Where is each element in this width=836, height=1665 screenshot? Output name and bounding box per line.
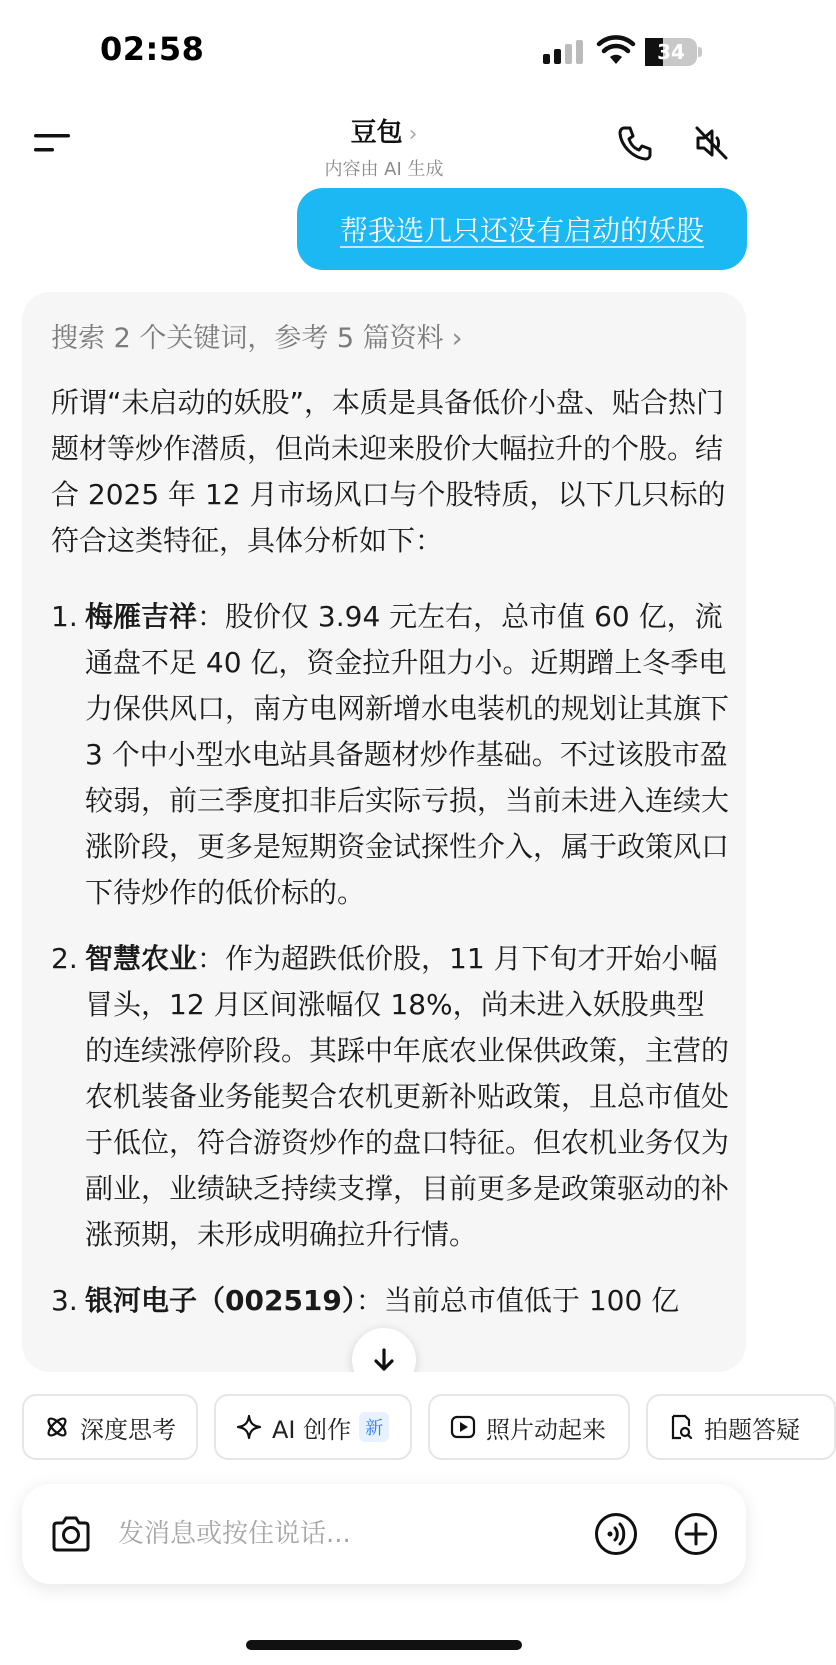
stock-list [51, 594, 731, 1324]
speaker-off-icon[interactable] [692, 124, 730, 162]
chip-deep-thinking[interactable] [22, 1394, 198, 1460]
wifi-icon [598, 36, 634, 66]
separator: ： [197, 600, 226, 633]
ai-generated-note: 内容由 AI 生成 [324, 159, 444, 180]
answer-intro: 所谓“未启动的妖股”，本质是具备低价小盘、贴合热门题材等炒作潜质，但尚未迎来股价大幅拉升的个股。结合 2025 年 12 月市场风口与个股特质，以下几只标的符合这类特征，具体分析如下： [51, 386, 726, 557]
search-references-link[interactable] [51, 316, 463, 355]
list-number: 2. [51, 942, 78, 975]
list-item [51, 936, 731, 1258]
plus-icon[interactable] [674, 1512, 718, 1556]
chip-label: AI 创作 [272, 1415, 352, 1444]
chip-photo-question[interactable] [646, 1394, 836, 1460]
voice-input-icon[interactable] [594, 1512, 638, 1556]
home-indicator[interactable] [246, 1640, 522, 1650]
play-icon [450, 1414, 476, 1440]
quick-actions-bar[interactable] [0, 1372, 800, 1482]
list-item [51, 594, 731, 916]
chat-header [0, 100, 768, 184]
stock-analysis: 当前总市值低于 100 亿 [383, 1284, 680, 1317]
status-bar [0, 0, 768, 100]
search-references-text: 搜索 2 个关键词，参考 5 篇资料 [51, 323, 444, 354]
user-message-text: 帮我选几只还没有启动的妖股 [339, 214, 704, 247]
battery-indicator [645, 38, 701, 66]
chat-title[interactable] [234, 112, 534, 181]
stock-name: 智慧农业 [85, 942, 198, 975]
chip-label: 照片动起来 [486, 1415, 606, 1444]
user-message-bubble[interactable] [297, 188, 747, 270]
chevron-right-icon: › [408, 122, 418, 147]
bot-name: 豆包 [350, 118, 403, 148]
message-composer [22, 1484, 746, 1584]
stock-analysis: 作为超跌低价股，11 月下旬才开始小幅冒头，12 月区间涨幅仅 18%，尚未进入妖股典型的连续涨停阶段。其踩中年底农业保供政策，主营的农机装备业务能契合农机更新补贴政策，且总市值处于低位，符合游资炒作的盘口特征。但农机业务仅为副业，业绩缺乏持续支撑，目前更多是政策驱动的补涨预期，未形成明确拉升行情。 [85, 942, 730, 1251]
list-number: 1. [51, 600, 78, 633]
menu-icon[interactable] [34, 130, 74, 156]
ai-response-card [22, 292, 746, 1372]
chevron-right-icon: › [451, 323, 463, 354]
message-input[interactable] [118, 1512, 518, 1556]
phone-icon[interactable] [616, 124, 654, 162]
separator: ： [355, 1284, 384, 1317]
scan-doc-icon [668, 1414, 694, 1440]
stock-analysis: 股价仅 3.94 元左右，总市值 60 亿，流通盘不足 40 亿，资金拉升阻力小。近期蹭上冬季电力保供风口，南方电网新增水电装机的规划让其旗下 3 个中小型水电站具备题材炒作基础。不过该股市盈较弱，前三季度扣非后实际亏损，当前未进入连续大涨阶段，更多是短期资金试探性介入，属于政策风口下待炒作的低价标的。 [85, 600, 730, 909]
arrow-down-icon [370, 1346, 398, 1374]
separator: ： [197, 942, 226, 975]
list-number: 3. [51, 1284, 78, 1317]
list-item [51, 1278, 731, 1324]
atom-icon [44, 1414, 70, 1440]
stock-name: 梅雁吉祥 [85, 600, 198, 633]
chip-ai-create[interactable] [214, 1394, 412, 1460]
battery-level: 34 [657, 40, 685, 64]
chip-animate-photo[interactable] [428, 1394, 630, 1460]
chip-label: 深度思考 [80, 1415, 176, 1444]
chip-label: 拍题答疑 [704, 1415, 800, 1444]
camera-icon[interactable] [50, 1514, 92, 1554]
answer-body [51, 380, 731, 1344]
new-badge: 新 [359, 1412, 389, 1442]
sparkle-icon [236, 1414, 262, 1440]
stock-name: 银河电子（002519） [85, 1284, 356, 1317]
status-time: 02:58 [100, 30, 205, 68]
signal-icon [543, 40, 585, 66]
